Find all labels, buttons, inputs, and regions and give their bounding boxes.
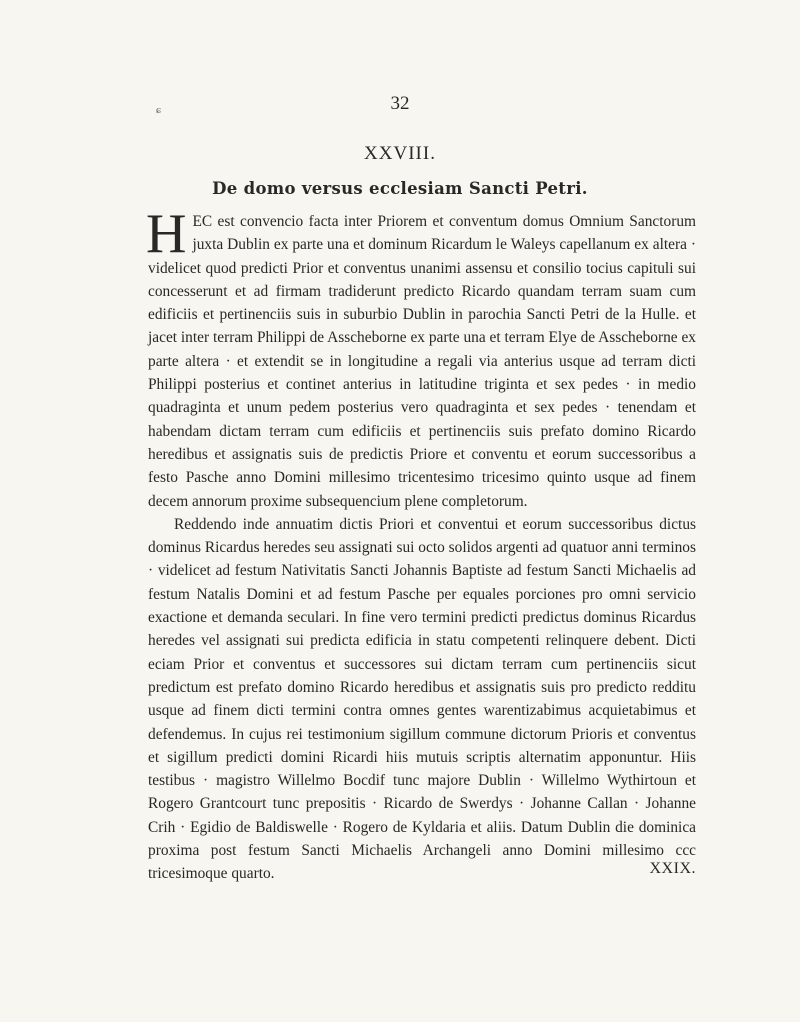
paragraph-1 (146, 203, 696, 513)
stray-mark: ɕ (156, 104, 161, 116)
section-heading: De domo versus ecclesiam Sancti Petri. (212, 179, 588, 198)
paragraph-1-text: EC est convencio facta inter Priorem et conventum domus Omnium Sanctorum juxta Dublin ex parte una et dominum Ricardum le Waleys capellanum ex altera · videlicet quod predicti Prior et conventus unanimi assensu et consilio tocius capituli sui concesserunt et ad firmam tradiderunt predicto Ricardo quandam terram suam cum edificiis et pertinenciis suis in suburbio Dublin in parochia Sancti Petri de la Hulle. et jacet inter terram Philippi de Asscheborne ex parte una et terram Elye de Asscheborne ex parte altera · et extendit se in longitudine a regali via anterius usque ad terram dicti Philippi posterius et continet anterius in latitudine triginta et sex pedes · in medio quadraginta et unum pedem posterius vero quadraginta et sex pedes · tenendam et habendam dictam terram cum edificiis et pertinenciis suis prefato domino Ricardo heredibus et assignatis suis de predictis Priore et conventu et eorum successoribus a festo Pasche anno Domini millesimo tricentesimo tricesimo quinto usque ad finem decem annorum proxime subsequencium plene completorum. (148, 213, 696, 510)
chapter-numeral: XXVIII. (364, 143, 436, 164)
page-number: 32 (390, 93, 410, 114)
next-chapter-numeral: XXIX. (649, 860, 696, 877)
paragraph-2: Reddendo inde annuatim dictis Priori et conventui et eorum successoribus dictus dominus Ricardus heredes seu assignati sui octo solidos argenti ad quatuor anni terminos · videlicet ad festum Nativitatis Sancti Johannis Baptiste ad festum Sancti Michaelis ad festum Natalis Domini et ad festum Pasche per equales porciones pro omni servicio exactione et demanda seculari. In fine vero termini predicti predictus dominus Ricardus heredes vel assignati sui predicta edificia in statu competenti relinquere debent. Dicti eciam Prior et conventus et successores sui dictam terram cum pertinenciis sicut predictum est prefato domino Ricardo heredibus et assignatis suis pro predicto redditu usque ad finem dicti termini contra omnes gentes warentizabimus acquietabimus et defendemus. In cujus rei testimonium sigillum commune dictorum Prioris et conventus et sigillum predicti domini Ricardi hiis mutuis scriptis alternatim apponuntur. Hiis testibus · magistro Willelmo Bocdif tunc majore Dublin · Willelmo Wythirtoun et Rogero Grantcourt tunc prepositis · Ricardo de Swerdys · Johanne Callan · Johanne Crih · Egidio de Baldiswelle · Rogero de Kyldaria et aliis. Datum Dublin die dominica proxima post festum Sancti Michaelis Archangeli anno Domini millesimo ccc tricesimoque quarto. (148, 515, 696, 883)
drop-cap: H (146, 203, 187, 265)
body-text (146, 203, 696, 886)
